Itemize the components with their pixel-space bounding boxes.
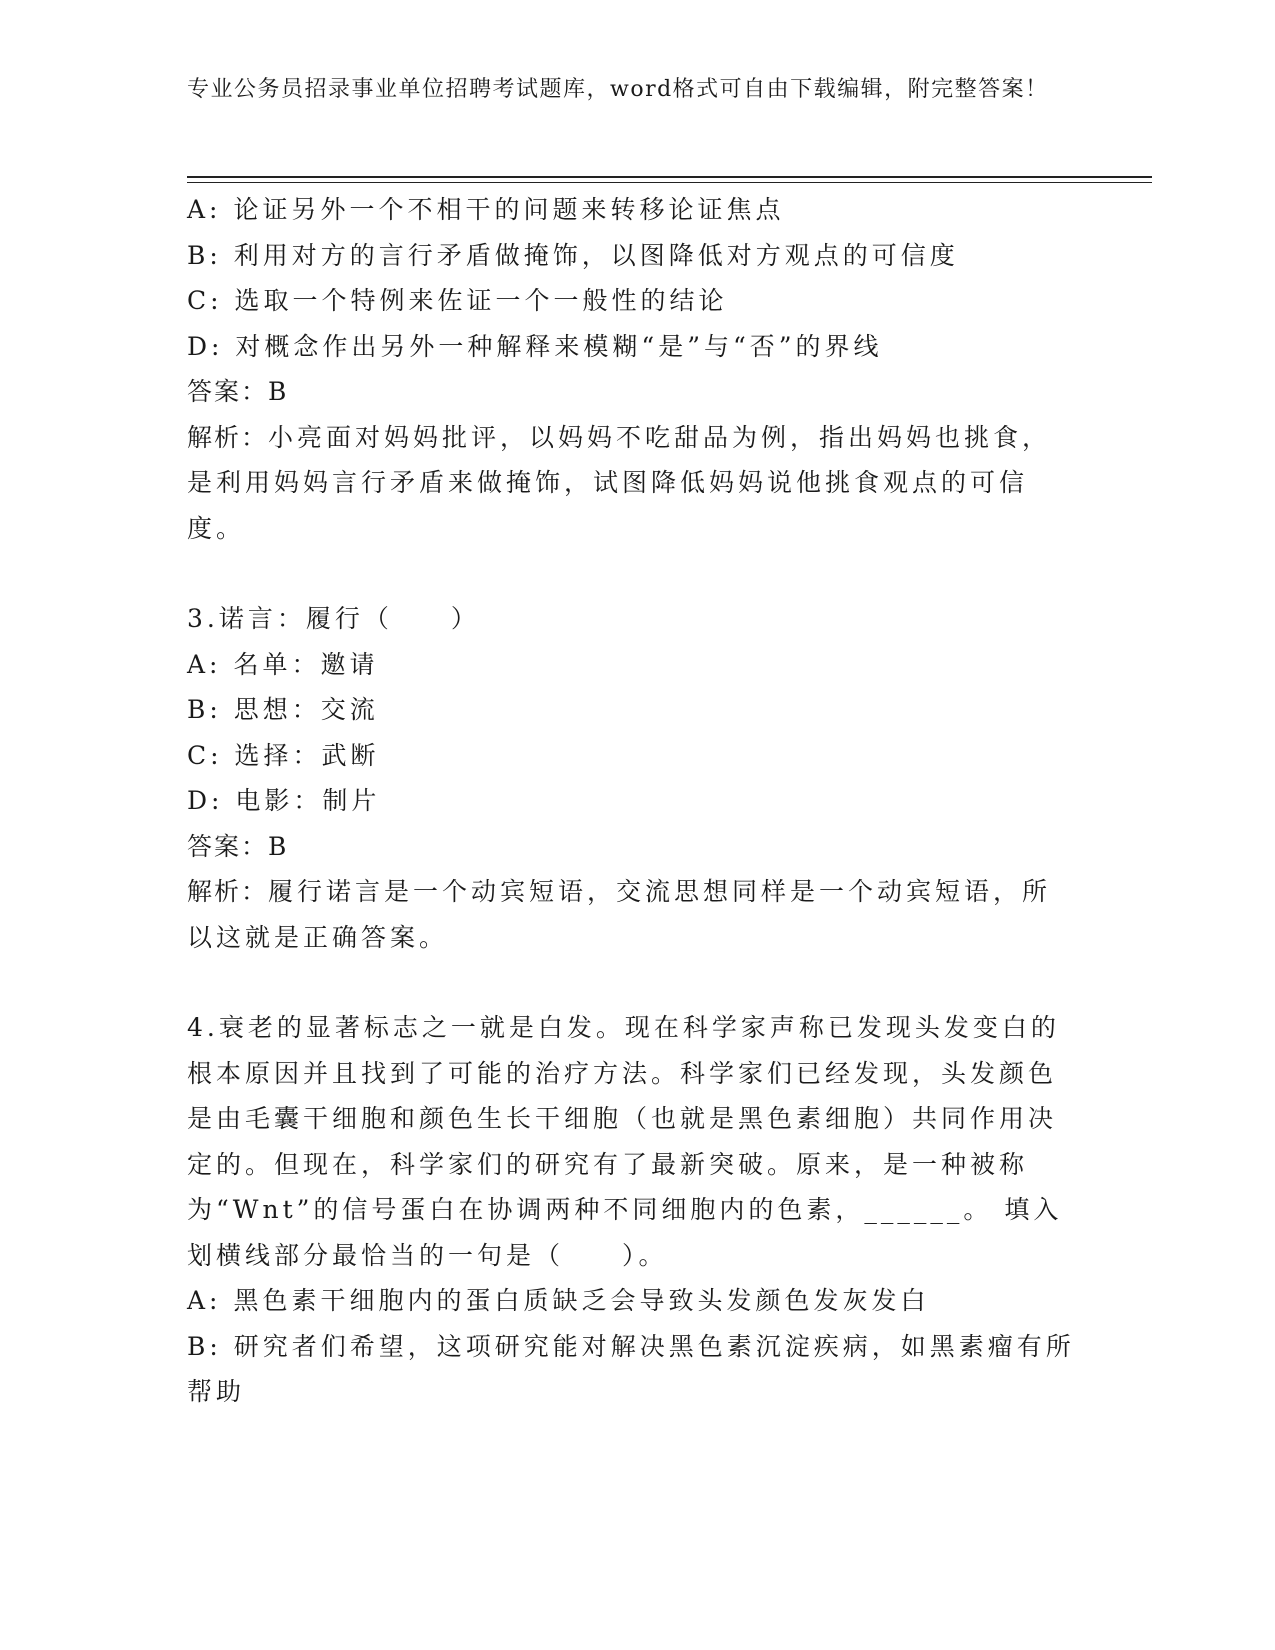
option-c: C: 选择：武断 <box>187 740 380 770</box>
header-divider-thin <box>187 182 1152 183</box>
question-stem: 4.衰老的显著标志之一就是白发。现在科学家声称已发现头发变白的根本原因并且找到了可能的治疗方法。科学家们已经发现，头发颜色是由毛囊干细胞和颜色生长干细胞（也就是黑色素细胞）共同作用决定的。但现在，科学家们的研究有了最新突破。原来，是一种被称为“Wnt”的信号蛋白在协调两种不同细胞内的色素，______。 填入划横线部分最恰当的一句是（ ）。 <box>187 1013 1063 1270</box>
question-stem: 3.诺言：履行（ ） <box>187 604 480 633</box>
page-header: 专业公务员招录事业单位招聘考试题库，word格式可自由下载编辑，附完整答案！ <box>187 77 1049 102</box>
analysis: 解析：小亮面对妈妈批评，以妈妈不吃甜品为例，指出妈妈也挑食，是利用妈妈言行矛盾来做掩饰，试图降低妈妈说他挑食观点的可信度。 <box>187 422 1052 543</box>
answer: 答案：B <box>187 831 291 861</box>
analysis: 解析：履行诺言是一个动宾短语，交流思想同样是一个动宾短语，所以这就是正确答案。 <box>187 877 1052 952</box>
option-d: D: 电影：制片 <box>187 786 381 815</box>
option-b: B: 利用对方的言行矛盾做掩饰，以图降低对方观点的可信度 <box>187 240 959 270</box>
option-d: D: 对概念作出另外一种解释来模糊“是”与“否”的界线 <box>187 331 883 361</box>
header-divider-thick <box>187 176 1152 178</box>
option-c: C: 选取一个特例来佐证一个一般性的结论 <box>187 286 728 315</box>
option-b: B: 思想：交流 <box>187 695 379 724</box>
option-a: A: 论证另外一个不相干的问题来转移论证焦点 <box>187 195 785 224</box>
option-b: B: 研究者们希望，这项研究能对解决黑色素沉淀疾病，如黑素瘤有所帮助 <box>187 1331 1075 1406</box>
option-a: A: 名单：邀请 <box>187 649 379 679</box>
option-a: A: 黑色素干细胞内的蛋白质缺乏会导致头发颜色发灰发白 <box>187 1286 930 1315</box>
answer: 答案：B <box>187 377 291 406</box>
question-content <box>187 187 1077 1415</box>
